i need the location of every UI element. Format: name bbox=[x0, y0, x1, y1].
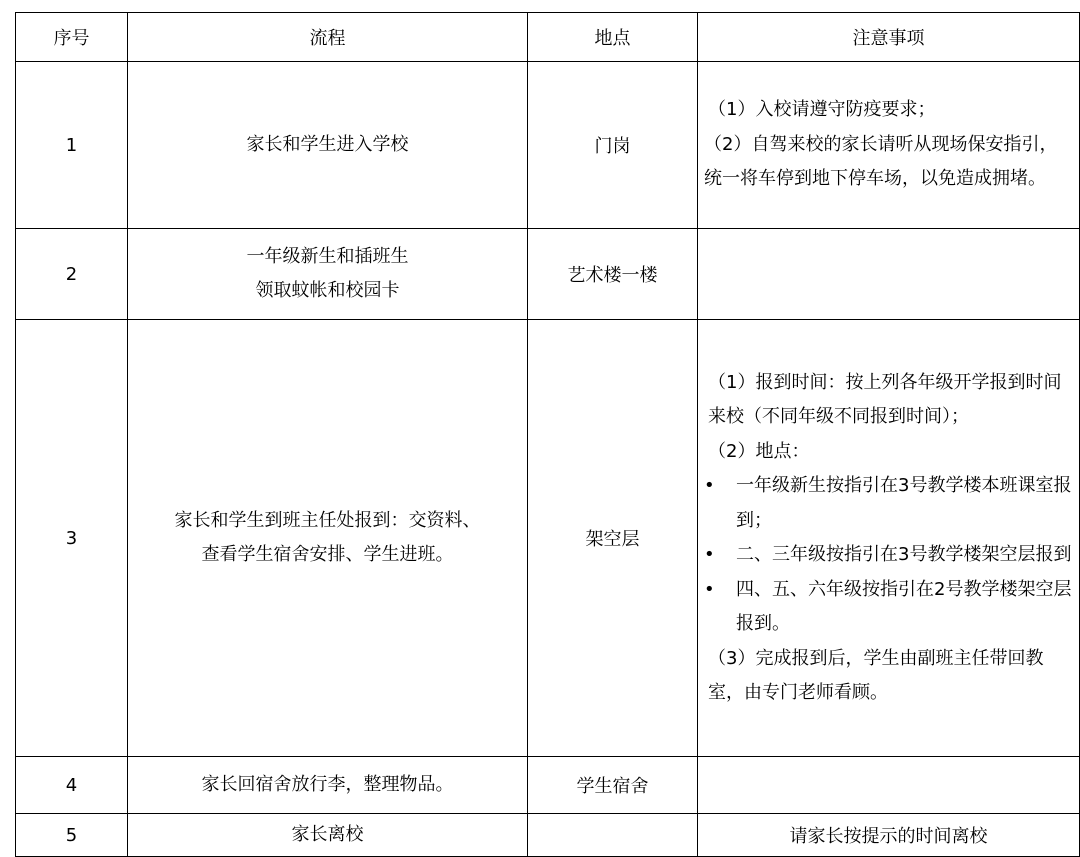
note-line: （2）自驾来校的家长请听从现场保安指引，统一将车停到地下停车场，以免造成拥堵。 bbox=[704, 133, 1058, 190]
note-line: （1）报到时间：按上列各年级开学报到时间来校（不同年级不同报到时间）； bbox=[708, 371, 1062, 427]
process-line: 查看学生宿舍安排、学生进班。 bbox=[201, 544, 454, 565]
schedule-table bbox=[15, 12, 1080, 857]
bullet-item bbox=[704, 469, 1073, 538]
header-location: 地点 bbox=[528, 13, 698, 62]
row-process bbox=[128, 757, 528, 814]
row-location bbox=[528, 814, 698, 857]
row-process bbox=[128, 814, 528, 857]
row-notes bbox=[698, 320, 1080, 757]
row-location: 艺术楼一楼 bbox=[528, 229, 698, 320]
row-number: 2 bbox=[16, 229, 128, 320]
row-notes bbox=[698, 62, 1080, 229]
process-line: 领取蚊帐和校园卡 bbox=[255, 280, 400, 301]
table-row bbox=[16, 757, 1080, 814]
process-line: 家长和学生进入学校 bbox=[246, 134, 409, 155]
bullet-dot-icon: • bbox=[704, 544, 715, 565]
table-row bbox=[16, 229, 1080, 320]
bullet-text: 二、三年级按指引在3号教学楼架空层报到 bbox=[736, 544, 1072, 565]
header-notes: 注意事项 bbox=[698, 13, 1080, 62]
note-line: （3）完成报到后，学生由副班主任带回教室，由专门老师看顾。 bbox=[708, 647, 1044, 703]
note-line: （1）入校请遵守防疫要求； bbox=[708, 99, 936, 121]
row-process bbox=[128, 62, 528, 229]
process-line: 家长和学生到班主任处报到：交资料、 bbox=[174, 510, 481, 531]
header-number: 序号 bbox=[16, 13, 128, 62]
bullet-text: 四、五、六年级按指引在2号教学楼架空层报到。 bbox=[736, 578, 1072, 634]
row-notes: 请家长按提示的时间离校 bbox=[698, 814, 1080, 857]
row-number: 3 bbox=[16, 320, 128, 757]
row-process bbox=[128, 229, 528, 320]
bullet-dot-icon: • bbox=[704, 475, 715, 496]
bullet-dot-icon: • bbox=[704, 578, 715, 600]
row-number: 4 bbox=[16, 757, 128, 814]
process-line: 一年级新生和插班生 bbox=[246, 246, 409, 267]
row-process bbox=[128, 320, 528, 757]
row-notes bbox=[698, 757, 1080, 814]
row-notes bbox=[698, 229, 1080, 320]
row-location: 架空层 bbox=[528, 320, 698, 757]
table-row bbox=[16, 62, 1080, 229]
table-row bbox=[16, 814, 1080, 857]
note-line: （2）地点： bbox=[708, 440, 810, 462]
row-number: 1 bbox=[16, 62, 128, 229]
table-row bbox=[16, 320, 1080, 757]
process-line: 家长回宿舍放行李，整理物品。 bbox=[201, 774, 454, 795]
row-location: 学生宿舍 bbox=[528, 757, 698, 814]
table-header-row bbox=[16, 13, 1080, 62]
header-process: 流程 bbox=[128, 13, 528, 62]
bullet-item bbox=[704, 573, 1073, 642]
process-line: 家长离校 bbox=[291, 824, 364, 845]
schedule-table-wrapper bbox=[15, 12, 1080, 857]
bullet-text: 一年级新生按指引在3号教学楼本班课室报到； bbox=[736, 475, 1072, 531]
bullet-item bbox=[704, 538, 1073, 573]
row-location: 门岗 bbox=[528, 62, 698, 229]
row-number: 5 bbox=[16, 814, 128, 857]
